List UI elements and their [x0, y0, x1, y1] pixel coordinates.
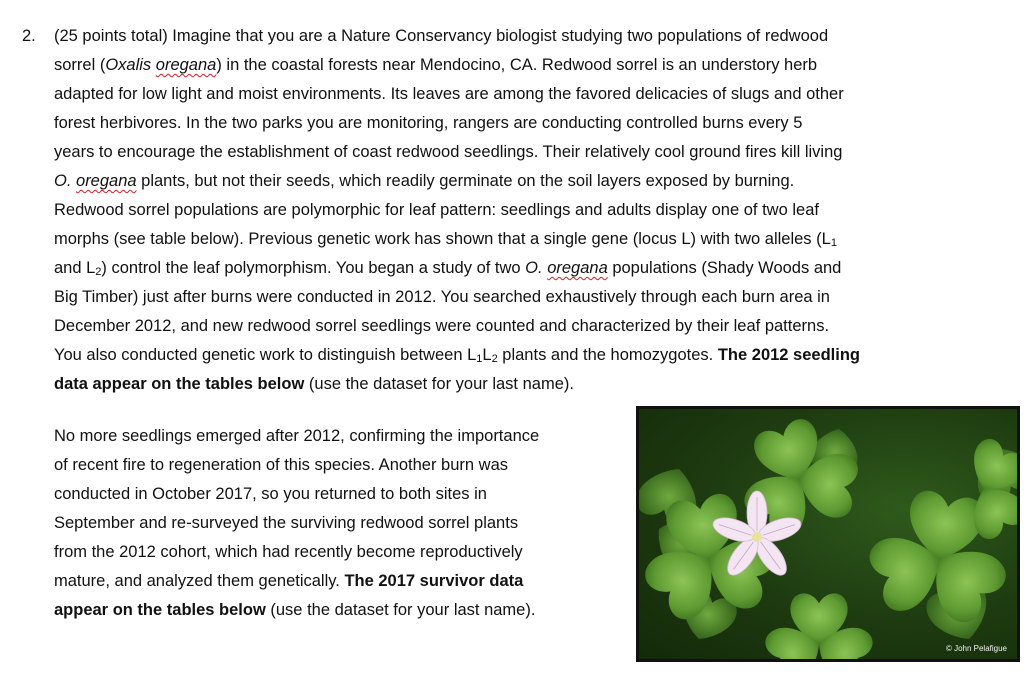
p1-line-1: (25 points total) Imagine that you are a Nature Conservancy biologist studying two populations of redwood	[54, 27, 829, 45]
text-fragment: L	[482, 346, 492, 364]
text-fragment: sorrel (	[54, 56, 106, 74]
scientific-name-genus: O.	[54, 172, 77, 190]
bold-emphasis: The 2012 seedling	[717, 346, 860, 364]
text-fragment: morphs (see table below). Previous genetic work has shown that a single gene (locus L) with two alleles (L	[54, 230, 831, 248]
p1-line-2	[54, 51, 984, 80]
p1-line-8	[54, 225, 984, 254]
question-paragraph-1	[54, 22, 984, 399]
p1-line-7: Redwood sorrel populations are polymorphic for leaf pattern: seedlings and adults display one of two leaf	[54, 201, 819, 219]
text-fragment: plants, but not their seeds, which readily germinate on the soil layers exposed by burning.	[136, 172, 795, 190]
p1-line-3: adapted for low light and moist environments. Its leaves are among the favored delicacies of slugs and other	[54, 85, 844, 103]
p2-line-3: conducted in October 2017, so you returned to both sites in	[54, 485, 487, 503]
p1-line-5: years to encourage the establishment of coast redwood seedlings. Their relatively cool ground fires kill living	[54, 143, 843, 161]
clover-leaves-illustration	[639, 409, 1017, 659]
photo-credit: © John Pelafigue	[945, 644, 1007, 653]
p1-line-6	[54, 167, 984, 196]
text-fragment: ) in the coastal forests near Mendocino, CA. Redwood sorrel is an understory herb	[216, 56, 818, 74]
text-fragment: You also conducted genetic work to distinguish between L	[54, 346, 477, 364]
subscript: 2	[95, 266, 102, 278]
question-number: 2.	[22, 27, 36, 45]
redwood-sorrel-photo	[636, 406, 1020, 662]
subscript: 1	[830, 237, 837, 249]
p1-line-12	[54, 341, 984, 370]
scientific-name-genus: O.	[525, 259, 548, 277]
subscript: 1	[476, 353, 483, 365]
text-fragment: populations (Shady Woods and	[607, 259, 842, 277]
bold-emphasis: appear on the tables below	[54, 601, 266, 619]
text-fragment: and L	[54, 259, 96, 277]
text-fragment: (use the dataset for your last name).	[265, 601, 536, 619]
text-fragment: ) control the leaf polymorphism. You began a study of two	[101, 259, 526, 277]
subscript: 2	[491, 353, 498, 365]
bold-emphasis: The 2017 survivor data	[344, 572, 524, 590]
p2-line-6	[54, 567, 619, 596]
p2-line-1: No more seedlings emerged after 2012, confirming the importance	[54, 427, 540, 445]
scientific-name-species: oregana	[155, 56, 217, 74]
text-fragment: plants and the homozygotes.	[497, 346, 718, 364]
p1-line-13	[54, 370, 984, 399]
p1-line-9	[54, 254, 984, 283]
p2-line-7	[54, 596, 619, 625]
text-fragment: (use the dataset for your last name).	[304, 375, 574, 393]
leaf-cluster-bottom	[762, 593, 877, 659]
bold-emphasis: data appear on the tables below	[54, 375, 305, 393]
scientific-name-species: oregana	[547, 259, 608, 277]
scientific-name-genus: Oxalis	[105, 56, 156, 74]
scientific-name-species: oregana	[76, 172, 137, 190]
question-paragraph-2	[54, 422, 619, 625]
p1-line-11: December 2012, and new redwood sorrel seedlings were counted and characterized by their leaf patterns.	[54, 317, 830, 335]
p1-line-4: forest herbivores. In the two parks you are monitoring, rangers are conducting controlled burns every 5	[54, 114, 803, 132]
p2-line-2: of recent fire to regeneration of this species. Another burn was	[54, 456, 509, 474]
p2-line-5: from the 2012 cohort, which had recently become reproductively	[54, 543, 523, 561]
text-fragment: mature, and analyzed them genetically.	[54, 572, 345, 590]
p1-line-10: Big Timber) just after burns were conducted in 2012. You searched exhaustively through each burn area in	[54, 288, 830, 306]
p2-line-4: September and re-surveyed the surviving redwood sorrel plants	[54, 514, 519, 532]
